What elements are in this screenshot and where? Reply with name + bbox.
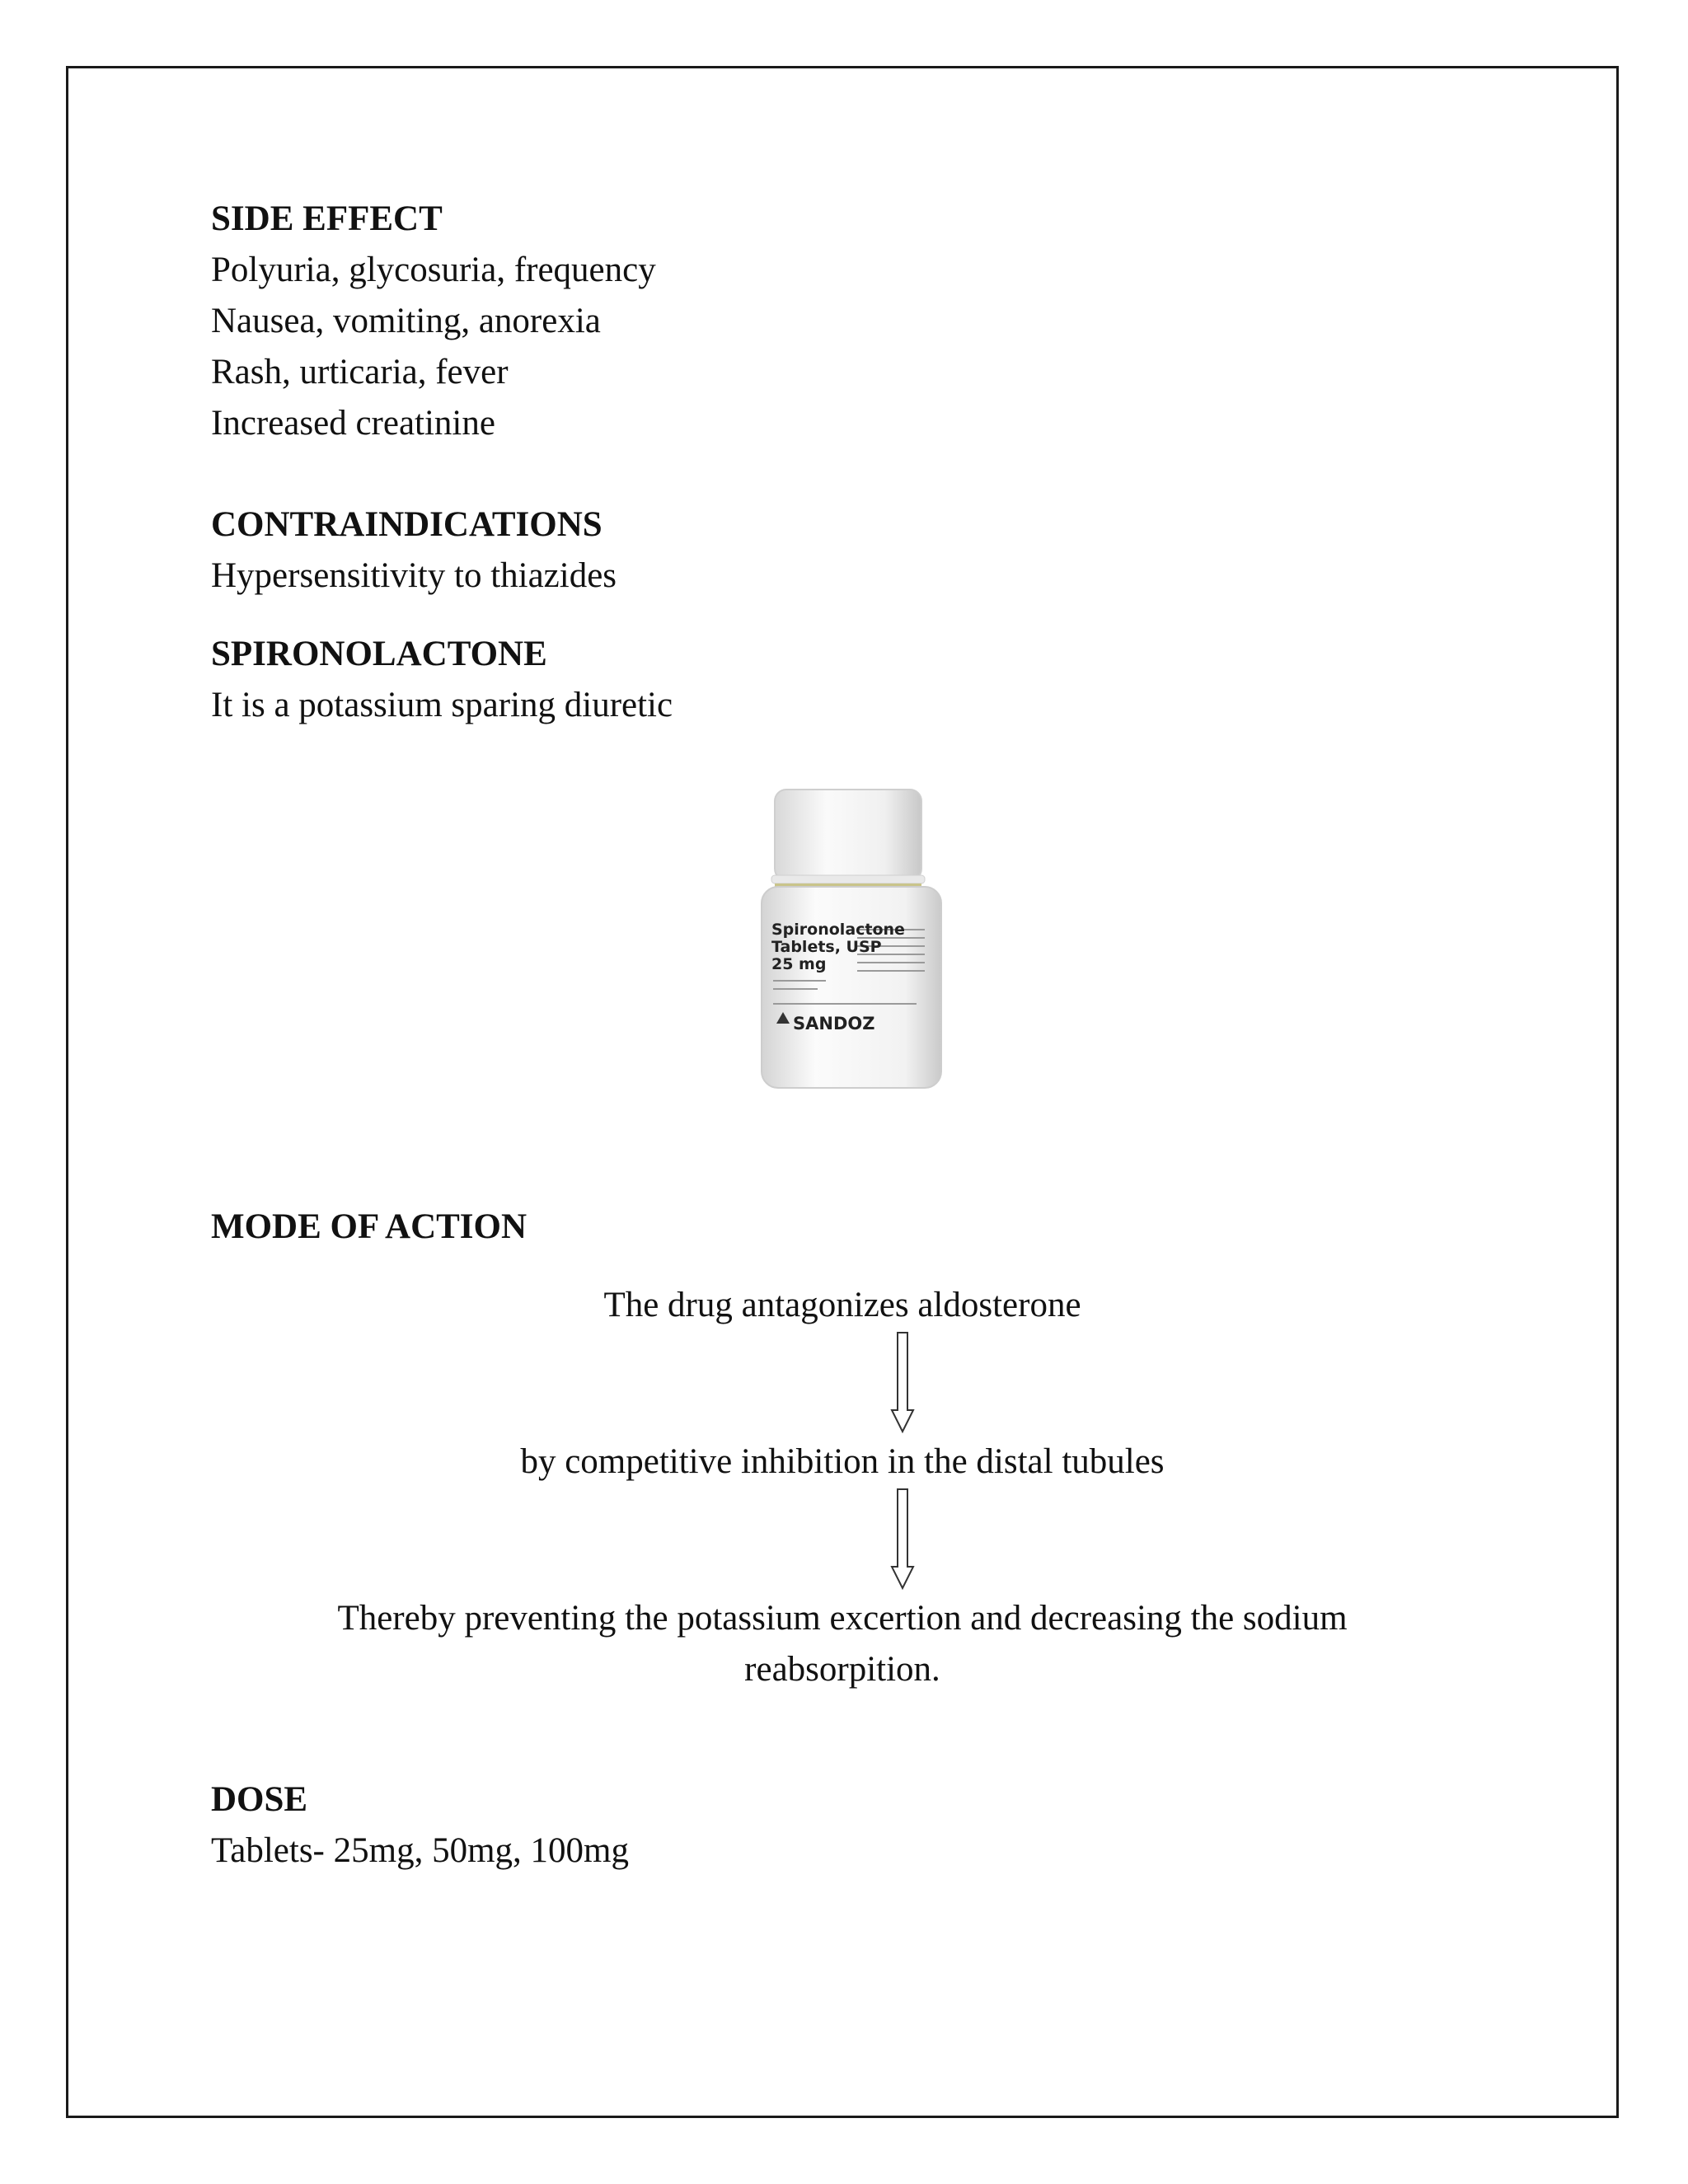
side-effect-heading: SIDE EFFECT xyxy=(211,199,443,238)
mode-of-action-heading: MODE OF ACTION xyxy=(211,1207,528,1246)
mode-step-3-line2: reabsorpition. xyxy=(744,1650,940,1689)
bottle-brand: SANDOZ xyxy=(793,1014,875,1033)
mode-step-2: by competitive inhibition in the distal tubules xyxy=(520,1442,1165,1481)
down-arrow-icon xyxy=(890,1331,915,1434)
down-arrow-icon xyxy=(890,1488,915,1591)
contraindications-text: Hypersensitivity to thiazides xyxy=(211,556,617,595)
bottle-label-line2: Tablets, USP xyxy=(771,938,882,956)
spironolactone-text: It is a potassium sparing diuretic xyxy=(211,686,673,724)
side-effect-item: Polyuria, glycosuria, frequency xyxy=(211,251,656,289)
bottle-label-line1: Spironolactone xyxy=(771,921,905,939)
dose-text: Tablets- 25mg, 50mg, 100mg xyxy=(211,1831,629,1870)
side-effect-item: Nausea, vomiting, anorexia xyxy=(211,302,601,340)
spironolactone-heading: SPIRONOLACTONE xyxy=(211,635,547,673)
dose-heading: DOSE xyxy=(211,1780,308,1819)
side-effect-item: Rash, urticaria, fever xyxy=(211,353,509,391)
spironolactone-bottle-image xyxy=(752,783,950,1096)
mode-step-1: The drug antagonizes aldosterone xyxy=(603,1286,1081,1324)
contraindications-heading: CONTRAINDICATIONS xyxy=(211,505,603,544)
bottle-label-line3: 25 mg xyxy=(771,955,827,973)
mode-step-3-line1: Thereby preventing the potassium excertion and decreasing the sodium xyxy=(337,1599,1348,1638)
side-effect-item: Increased creatinine xyxy=(211,404,495,443)
